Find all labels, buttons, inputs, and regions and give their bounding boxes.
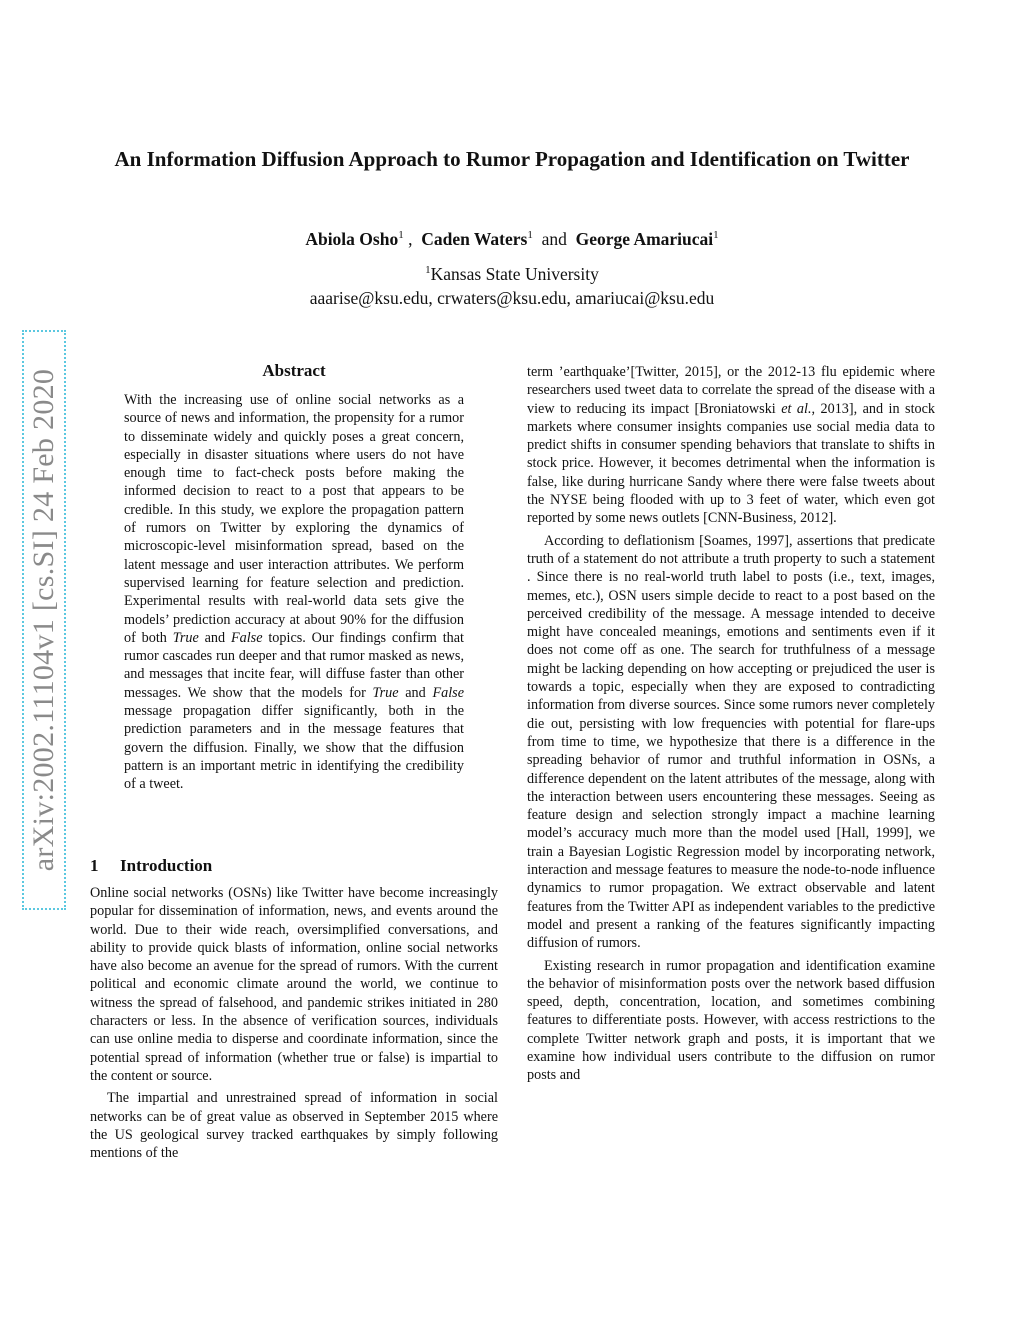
right-paragraph-1 xyxy=(527,363,935,528)
abstract-italic-false: False xyxy=(230,629,263,646)
affiliation-mark: 1 xyxy=(425,264,431,276)
author-separator: , xyxy=(403,229,422,249)
author-list xyxy=(80,229,944,250)
abstract-text-part: and xyxy=(198,629,231,646)
author-emails: aaarise@ksu.edu, crwaters@ksu.edu, amariucai@ksu.edu xyxy=(309,287,715,308)
intro-paragraph-1: Online social networks (OSNs) like Twitter have become increasingly popular for dissemination of information, news, and events around the world. Due to their wide reach, oversimplified conversations, and ability to provide quick blasts of information, online social networks have also become an avenue for the spread of rumors. With the current political and economic climate around the world, we continue to witness the spread of falsehood, and pandemic strikes initiated in 280 characters or less. In the absence of verification sources, individuals can use online media to disperse and coordinate information, since the potential spread of information (whether true or false) is impartial to the content or source. xyxy=(90,885,498,1084)
affiliation-block xyxy=(80,258,944,310)
section-title: Introduction xyxy=(120,856,213,875)
affiliation xyxy=(80,258,944,286)
author-separator: and xyxy=(532,229,576,249)
abstract-italic-true: True xyxy=(372,684,399,701)
right-paragraph-3: Existing research in rumor propagation and identification examine the behavior of misinformation posts over the network based diffusion speed, depth, concentration, location, and sometimes combining features to differentiate posts. However, with access restrictions to the complete Twitter network graph and posts, it is important that we examine how individual users contribute to the diffusion on rumor posts and xyxy=(527,957,935,1084)
affiliation-name: Kansas State University xyxy=(430,263,599,284)
citation-italic: et al. xyxy=(781,400,812,417)
text-part: term ’earthquake’[Twitter, 2015], or the 2012-13 flu epidemic where researchers used tweet data to correlate the spread of the disease with a view to reducing its impact [Broniatowski xyxy=(527,364,935,417)
abstract-heading: Abstract xyxy=(262,361,326,380)
section-heading-introduction xyxy=(90,856,498,876)
author-affil-mark: 1 xyxy=(398,229,404,242)
right-paragraph-2: According to deflationism [Soames, 1997], assertions that predicate truth of a statement do not attribute a truth property to such a statement . Since there is no real-world truth label to posts (i.e., text, images, memes, etc.), OSN users simple decide to react to a post based on the perceived credibility of the message. A message intended to deceive might have concealed meanings, emotions and sentiments even if it does not come off as one. The search for truthfulness of a message might be lacking depending on how accepting or prejudiced the user is towards a topic, especially when they are exposed to contradicting information from diverse sources. Since some rumors never completely die out, persisting with low frequencies with potential for flare-ups from time to time, we hypothesize that there is a difference in the spreading behavior of rumor and truthful information in OSNs, a difference dependent on the latent attributes of the message, along with the interaction between users encountering these messages. Seeing as feature design and selection strongly impact a machine learning model’s accuracy much more than the model used [Hall, 1999], we train a Bayesian Logistic Regression model by incorporating network, interaction and message features to measure the node-to-node influence dynamics to rumor propagation. We extract observable and latent features from the Twitter API as independent variables to the predictive model and present a ranking of the features significantly impacting diffusion of rumors. xyxy=(527,532,935,952)
right-column-body xyxy=(527,363,935,1089)
abstract-text-part: topics. Our findings confirm that rumor cascades run deeper and that rumor masked as news, and messages that incite fear, will diffuse faster than other messages. We show that the models for xyxy=(124,629,464,701)
author-name: Caden Waters xyxy=(421,229,528,249)
abstract-text-part: message propagation differ significantly, both in the prediction parameters and in the message features that govern the diffusion. Finally, we show that the diffusion pattern is an important metric in identifying the credibility of a tweet. xyxy=(124,703,464,793)
author-name: Abiola Osho xyxy=(305,229,399,249)
paper-title: An Information Diffusion Approach to Rumor Propagation and Identification on Twitter xyxy=(114,147,910,171)
text-part: , 2013], and in stock markets where consumer insights companies use social media data to predict shifts in consumer spending behaviors that translate to shifts in stock price. However, it becomes detrimental when the information is false, like during hurricane Sandy where there were false tweets about the NYSE being flooded with up to 3 feet of water, which even got reported by some news outlets [CNN-Business, 2012]. xyxy=(527,400,936,527)
left-column-body xyxy=(90,884,498,1166)
author-affil-mark: 1 xyxy=(527,229,533,242)
abstract-italic-false: False xyxy=(432,684,464,701)
abstract-text xyxy=(124,391,464,794)
abstract-italic-true: True xyxy=(172,629,199,646)
author-affil-mark: 1 xyxy=(713,229,719,242)
abstract-text-part: With the increasing use of online social networks as a source of news and information, the propensity for a rumor to disseminate widely and quickly poses a great concern, especially in disaster situations where users do not have enough time to fact-check posts before making the informed decision to react to a post that appears to be credible. In this study, we explore the propagation pattern of rumors on Twitter by exploring the dynamics of microscopic-level misinformation spread, based on the latent message and user interaction attributes. We perform supervised learning for feature selection and prediction. Experimental results with real-world data sets give the models’ prediction accuracy at about 90% for the diffusion of both xyxy=(124,392,464,646)
section-number: 1 xyxy=(90,856,99,875)
author-name: George Amariucai xyxy=(575,229,714,249)
arxiv-identifier: arXiv:2002.11104v1 [cs.SI] 24 Feb 2020 xyxy=(27,368,60,872)
intro-paragraph-2: The impartial and unrestrained spread of information in social networks can be of great value as observed in September 2015 where the US geological survey tracked earthquakes by simply following mentions of the xyxy=(90,1090,498,1162)
abstract-text-part: and xyxy=(398,684,433,701)
